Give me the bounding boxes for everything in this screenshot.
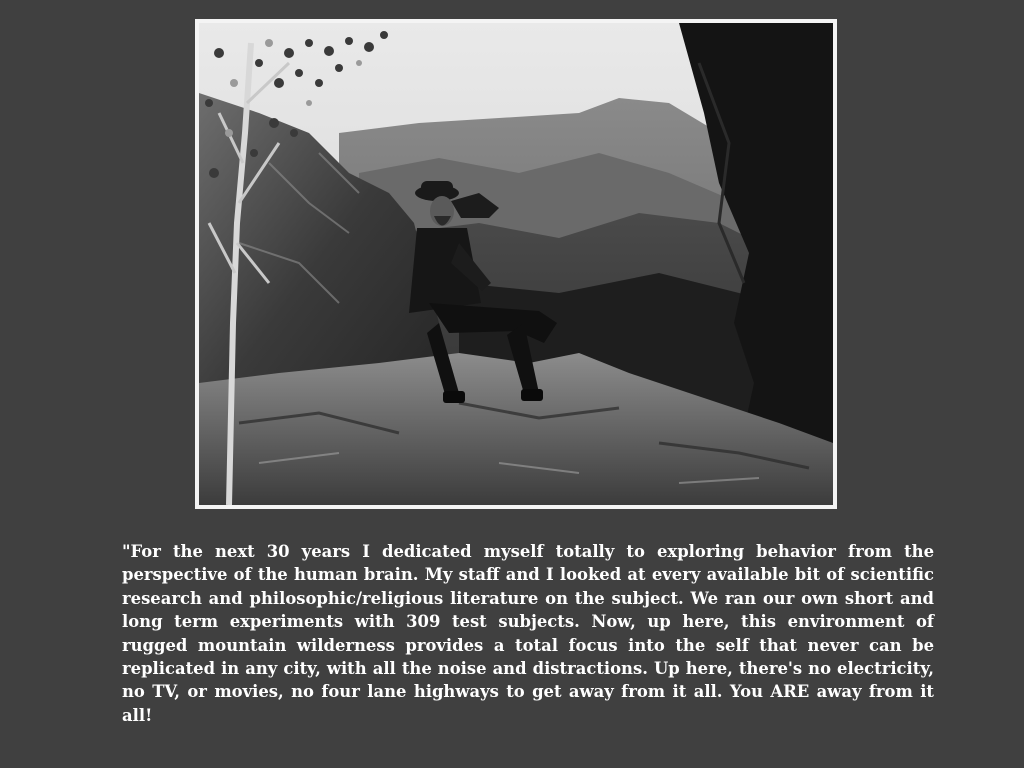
mountain-photo bbox=[195, 19, 837, 509]
quote-text: "For the next 30 years I dedicated myself totally to exploring behavior from the perspective of the human brain. My staff and I looked at every available bit of scientific research and philosophic/religious literature on the subject. We ran our own short and long term experiments with 309 test subjects. Now, up here, this environment of rugged mountain wilderness provides a total focus into the self that never can be replicated in any city, with all the noise and distractions. Up here, there's no electricity, no TV, or movies, no four lane highways to get away from it all. You ARE away from it all! bbox=[122, 542, 934, 725]
photo-illustration bbox=[199, 23, 833, 505]
